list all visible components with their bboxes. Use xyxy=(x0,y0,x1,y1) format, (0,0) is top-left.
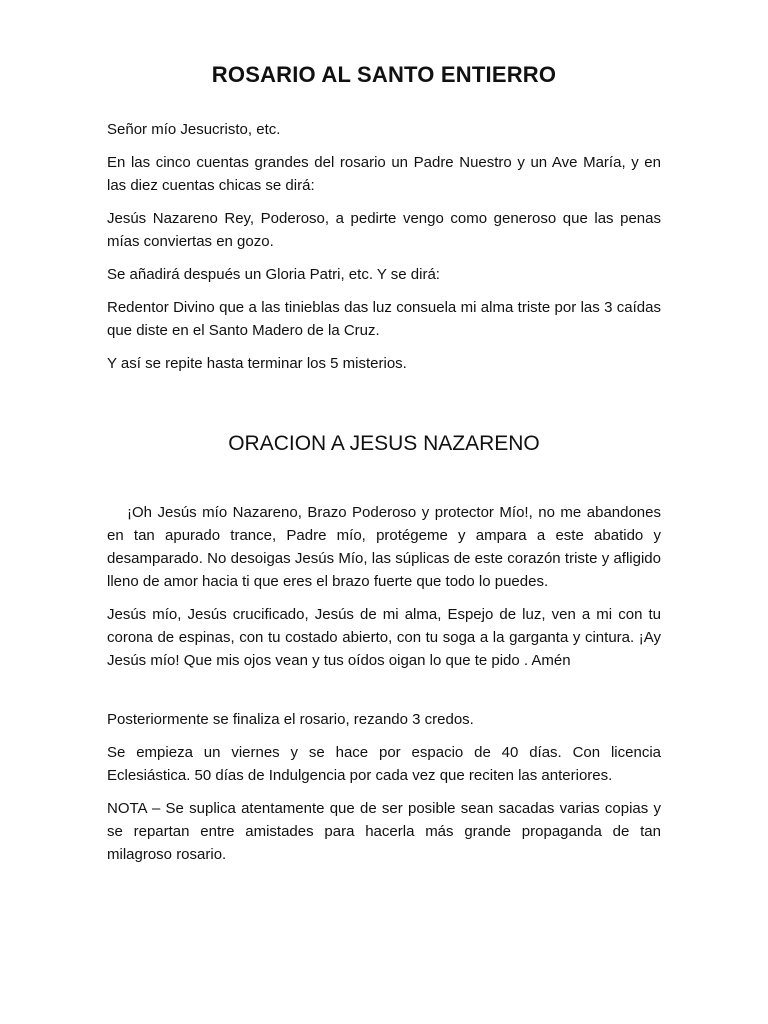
paragraph-prayer-redentor-divino: Redentor Divino que a las tinieblas das luz consuela mi alma triste por las 3 caídas que diste en el Santo Madero de la Cruz. xyxy=(107,299,661,339)
document-title: ROSARIO AL SANTO ENTIERRO xyxy=(211,62,557,87)
paragraph-invocation: Señor mío Jesucristo, etc. xyxy=(107,121,281,138)
paragraph-gloria-patri: Se añadirá después un Gloria Patri, etc. Y se dirá: xyxy=(107,266,440,283)
paragraph-credos: Posteriormente se finaliza el rosario, rezando 3 credos. xyxy=(107,711,474,728)
paragraph-instructions-beads: En las cinco cuentas grandes del rosario un Padre Nuestro y un Ave María, y en las diez cuentas chicas se dirá: xyxy=(107,154,661,194)
paragraph-viernes-indulgencia: Se empieza un viernes y se hace por espacio de 40 días. Con licencia Eclesiástica. 50 días de Indulgencia por cada vez que reciten las anteriores. xyxy=(107,744,661,784)
document-page xyxy=(107,58,661,876)
paragraph-repeat-mysteries: Y así se repite hasta terminar los 5 misterios. xyxy=(107,355,407,372)
paragraph-oracion-jesus-crucificado: Jesús mío, Jesús crucificado, Jesús de mi alma, Espejo de luz, ven a mi con tu corona de espinas, con tu costado abierto, con tu soga a la garganta y cintura. ¡Ay Jesús mío! Que mis ojos vean y tus oídos oigan lo que te pido . Amén xyxy=(107,606,661,669)
paragraph-oracion-oh-jesus: ¡Oh Jesús mío Nazareno, Brazo Poderoso y protector Mío!, no me abandones en tan apurado trance, Padre mío, protégeme y ampara a este abatido y desamparado. No desoigas Jesús Mío, las súplicas de este corazón triste y afligido lleno de amor hacia ti que eres el brazo fuerte que todo lo puedes. xyxy=(107,504,661,590)
section-subtitle: ORACION A JESUS NAZARENO xyxy=(228,432,540,455)
paragraph-nota: NOTA – Se suplica atentamente que de ser posible sean sacadas varias copias y se repartan entre amistades para hacerla más grande propaganda de tan milagroso rosario. xyxy=(107,800,661,863)
paragraph-prayer-jesus-nazareno-rey: Jesús Nazareno Rey, Poderoso, a pedirte vengo como generoso que las penas mías conviertas en gozo. xyxy=(107,210,661,250)
